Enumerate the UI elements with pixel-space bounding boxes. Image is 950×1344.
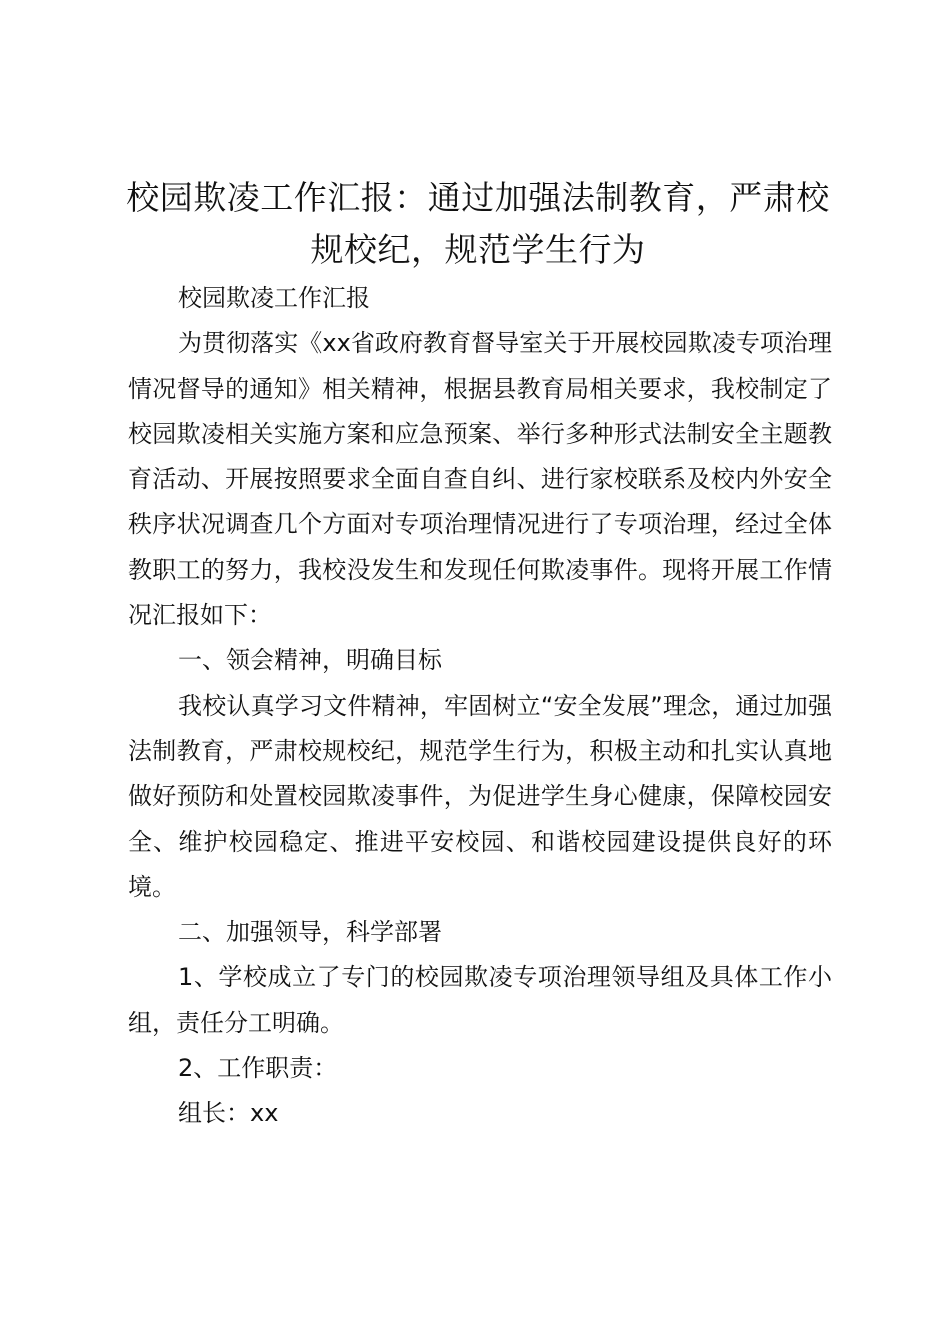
section-heading-1: 一、领会精神，明确目标	[178, 646, 442, 675]
section-1-paragraph: 我校认真学习文件精神，牢固树立“安全发展”理念，通过加强法制教育，严肃校规校纪，规范学生行为，积极主动和扎实认真地做好预防和处置校园欺凌事件，为促进学生身心健康，保障校园安全、维护校园稳定、推进平安校园、和谐校园建设提供良好的环境。	[128, 691, 832, 901]
document-title: 校园欺凌工作汇报：通过加强法制教育，严肃校规校纪，规范学生行为	[126, 178, 830, 269]
group-leader-line: 组长：xx	[178, 1099, 279, 1128]
section-heading-2: 二、加强领导，科学部署	[178, 918, 442, 947]
document-body	[128, 276, 832, 1137]
section-2-item-1: 1、学校成立了专门的校园欺凌专项治理领导组及具体工作小组，责任分工明确。	[128, 963, 832, 1037]
intro-paragraph: 为贯彻落实《xx省政府教育督导室关于开展校园欺凌专项治理情况督导的通知》相关精神，根据县教育局相关要求，我校制定了校园欺凌相关实施方案和应急预案、举行多种形式法制安全主题教育活动、开展按照要求全面自查自纠、进行家校联系及校内外安全秩序状况调查几个方面对专项治理情况进行了专项治理，经过全体教职工的努力，我校没发生和发现任何欺凌事件。现将开展工作情况汇报如下：	[128, 329, 832, 630]
report-heading: 校园欺凌工作汇报	[178, 284, 370, 312]
section-2-item-2: 2、工作职责：	[178, 1054, 338, 1083]
